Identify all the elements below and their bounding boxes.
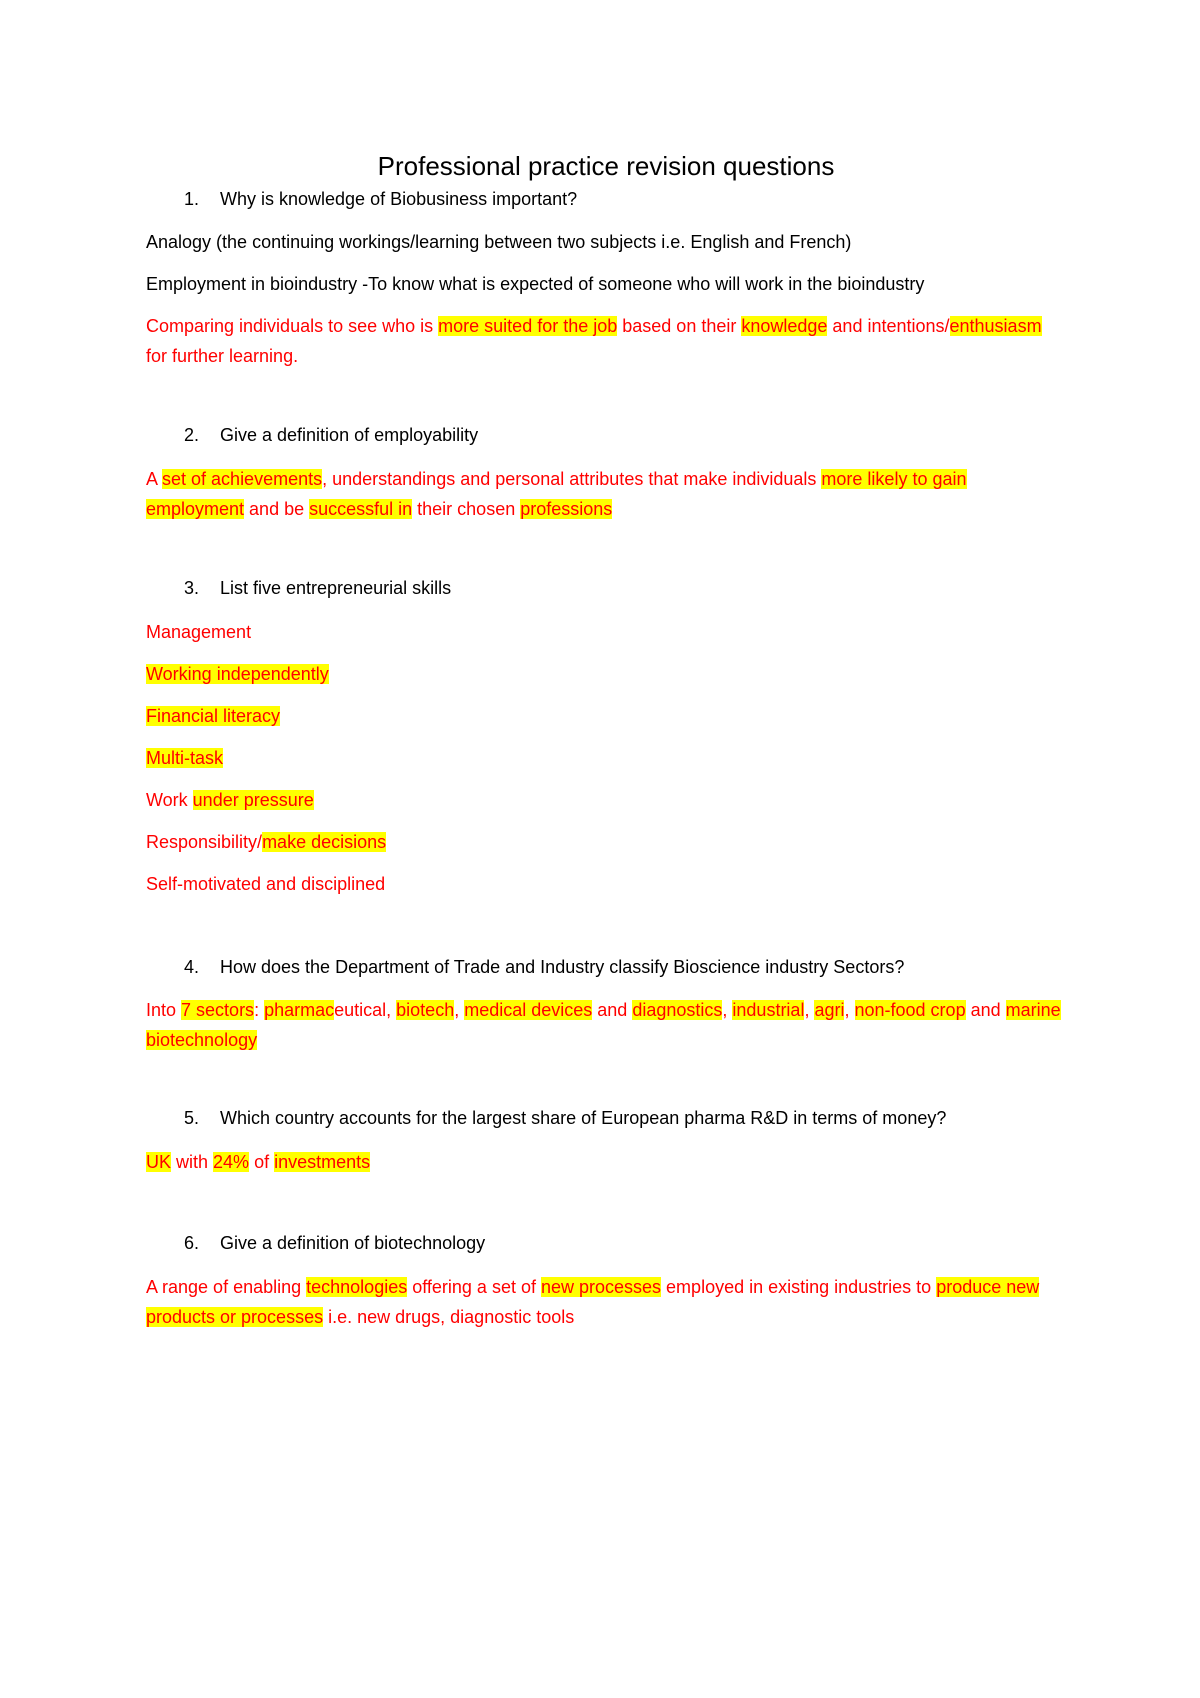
q6-answer xyxy=(146,1272,1066,1332)
highlighted-text: industrial xyxy=(732,1000,805,1020)
highlighted-text: enthusiasm xyxy=(949,316,1042,336)
answer-text: and be xyxy=(244,499,310,519)
highlighted-text: make decisions xyxy=(262,832,387,852)
highlighted-text: more suited for the job xyxy=(438,316,618,336)
highlighted-text: 7 sectors xyxy=(181,1000,255,1020)
highlighted-text: more likely to gain employment xyxy=(146,469,967,519)
highlighted-text: successful in xyxy=(309,499,413,519)
question-text: List five entrepreneurial skills xyxy=(220,578,452,598)
highlighted-text: pharmac xyxy=(264,1000,335,1020)
answer-text: with xyxy=(171,1152,214,1172)
answer-text: Into xyxy=(146,1000,182,1020)
q1-analogy: Analogy (the continuing workings/learning between two subjects i.e. English and French) xyxy=(146,232,852,252)
highlighted-text: diagnostics xyxy=(632,1000,723,1020)
highlighted-text: non-food crop xyxy=(854,1000,966,1020)
q2-answer xyxy=(146,464,1066,524)
highlighted-text: UK xyxy=(146,1152,172,1172)
question-1 xyxy=(184,186,577,212)
question-2 xyxy=(184,422,478,448)
answer-text: offering a set of xyxy=(407,1277,541,1297)
highlighted-text: professions xyxy=(520,499,613,519)
question-number: 2. xyxy=(184,425,200,445)
highlighted-text: biotech xyxy=(396,1000,455,1020)
answer-text: i.e. new drugs, diagnostic tools xyxy=(323,1307,575,1327)
answer-text: for further learning. xyxy=(146,346,299,366)
answer-text: Self-motivated and disciplined xyxy=(146,874,386,894)
answer-text: and intentions/ xyxy=(827,316,950,336)
skill-item xyxy=(146,743,1066,773)
skill-item xyxy=(146,827,1066,857)
answer-text: Management xyxy=(146,622,252,642)
skill-item xyxy=(146,617,1066,647)
question-5 xyxy=(184,1105,946,1131)
answer-text: , xyxy=(722,1000,733,1020)
answer-text: , understandings and personal attributes that make individuals xyxy=(322,469,822,489)
highlighted-text: Working independently xyxy=(146,664,329,684)
highlighted-text: medical devices xyxy=(464,1000,593,1020)
skill-item xyxy=(146,785,1066,815)
highlighted-text: technologies xyxy=(306,1277,408,1297)
highlighted-text: new processes xyxy=(540,1277,662,1297)
highlighted-text: knowledge xyxy=(741,316,828,336)
answer-text: A range of enabling xyxy=(146,1277,307,1297)
q5-answer xyxy=(146,1147,1066,1177)
question-6 xyxy=(184,1230,485,1256)
q1-answer xyxy=(146,311,1066,371)
answer-text: , xyxy=(844,1000,855,1020)
skill-item xyxy=(146,869,1066,899)
highlighted-text: marine biotechnology xyxy=(146,1000,1061,1050)
highlighted-text: agri xyxy=(814,1000,845,1020)
question-number: 3. xyxy=(184,578,200,598)
highlighted-text: set of achievements xyxy=(162,469,323,489)
question-4 xyxy=(184,954,904,980)
skill-item xyxy=(146,701,1066,731)
skill-item xyxy=(146,659,1066,689)
highlighted-text: Multi-task xyxy=(146,748,224,768)
answer-text: Comparing individuals to see who is xyxy=(146,316,439,336)
question-number: 6. xyxy=(184,1233,200,1253)
highlighted-text: Financial literacy xyxy=(146,706,281,726)
question-text: Why is knowledge of Biobusiness important? xyxy=(220,189,578,209)
answer-text: : xyxy=(254,1000,265,1020)
answer-text: based on their xyxy=(617,316,742,336)
answer-text: their chosen xyxy=(412,499,521,519)
answer-text: and xyxy=(592,1000,633,1020)
answer-text: , xyxy=(454,1000,465,1020)
question-number: 4. xyxy=(184,957,200,977)
answer-text: eutical, xyxy=(334,1000,397,1020)
answer-text: , xyxy=(804,1000,815,1020)
highlighted-text: 24% xyxy=(213,1152,250,1172)
q4-answer xyxy=(146,995,1066,1055)
answer-text: Responsibility/ xyxy=(146,832,263,852)
answer-text: Work xyxy=(146,790,193,810)
q1-employment: Employment in bioindustry -To know what is expected of someone who will work in the bioindustry xyxy=(146,274,925,294)
question-3 xyxy=(184,575,451,601)
highlighted-text: produce new products or processes xyxy=(146,1277,1040,1327)
answer-text: of xyxy=(249,1152,275,1172)
question-text: How does the Department of Trade and Industry classify Bioscience industry Sectors? xyxy=(220,957,905,977)
question-number: 5. xyxy=(184,1108,200,1128)
question-number: 1. xyxy=(184,189,200,209)
question-text: Which country accounts for the largest share of European pharma R&D in terms of money? xyxy=(220,1108,947,1128)
highlighted-text: under pressure xyxy=(192,790,314,810)
answer-text: and xyxy=(965,1000,1006,1020)
question-text: Give a definition of biotechnology xyxy=(220,1233,486,1253)
answer-text: employed in existing industries to xyxy=(661,1277,937,1297)
highlighted-text: investments xyxy=(274,1152,371,1172)
page-title: Professional practice revision questions xyxy=(377,151,835,181)
question-text: Give a definition of employability xyxy=(220,425,479,445)
answer-text: A xyxy=(146,469,163,489)
